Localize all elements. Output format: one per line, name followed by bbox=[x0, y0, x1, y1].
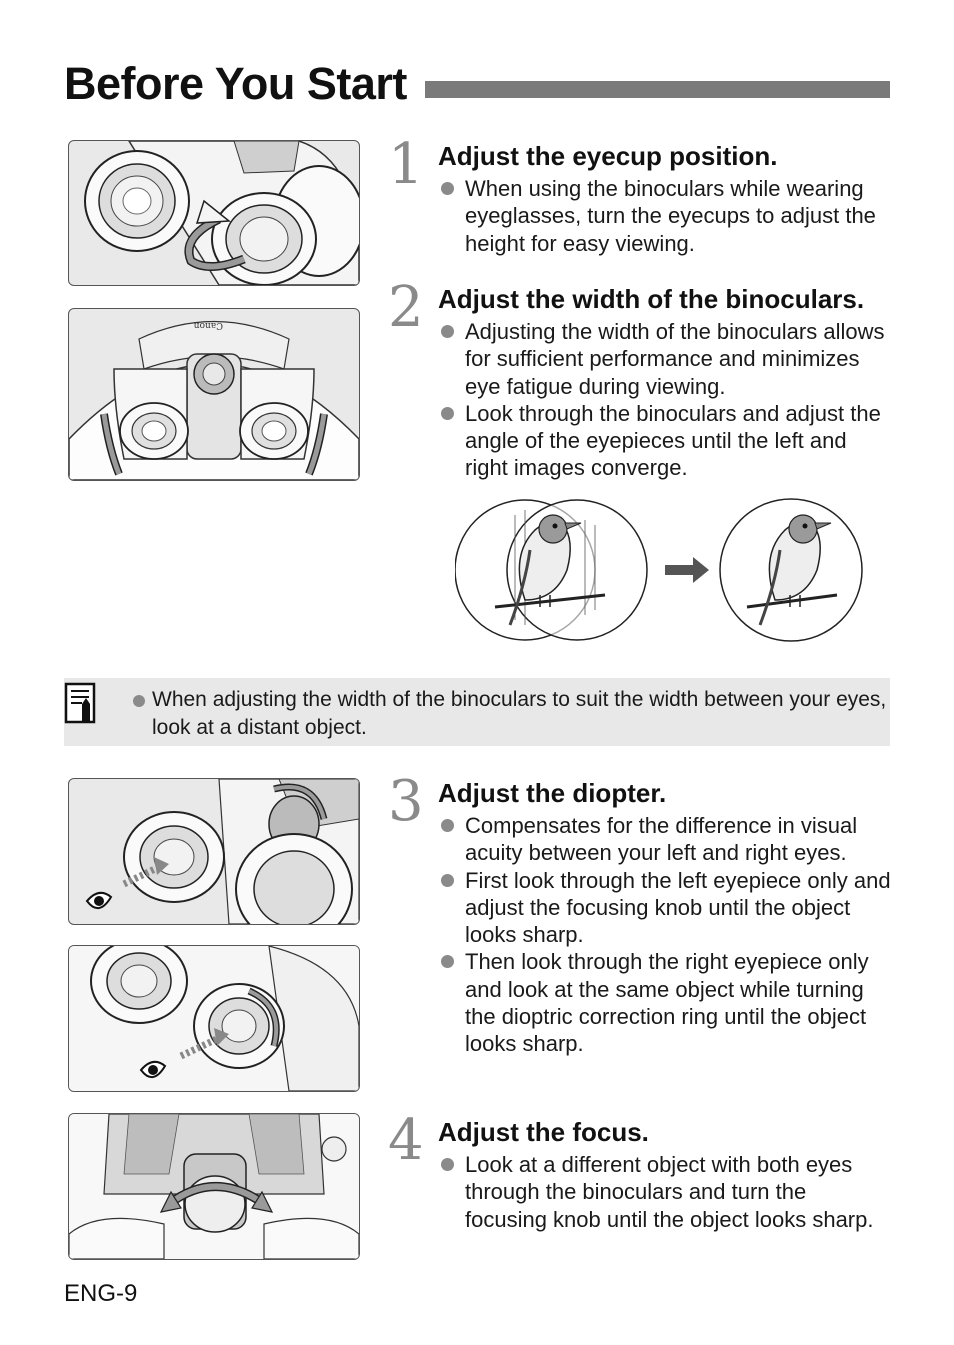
converged-bird bbox=[720, 499, 862, 641]
step-number: 2 bbox=[388, 275, 424, 340]
step-3 bbox=[388, 769, 898, 1068]
step-bullets bbox=[438, 175, 893, 257]
diopter-right-drawing bbox=[69, 946, 359, 1091]
note-text: When adjusting the width of the binoculars to suit the width between your eyes, look at a distant object. bbox=[152, 688, 887, 739]
memo-icon bbox=[64, 682, 98, 726]
right-arrow-icon bbox=[665, 557, 709, 583]
step-heading: Adjust the diopter. bbox=[438, 778, 667, 808]
bullet-item: Then look through the right eyepiece only and look at the same object while turning the dioptric correction ring until the object looks sharp. bbox=[438, 948, 893, 1057]
step-bullets bbox=[438, 812, 893, 1058]
bullet-icon bbox=[441, 182, 454, 195]
note-box bbox=[64, 678, 890, 746]
step-number: 1 bbox=[388, 132, 424, 197]
width-illustration bbox=[68, 308, 360, 481]
step-heading: Adjust the focus. bbox=[438, 1117, 649, 1147]
step-number: 3 bbox=[388, 769, 424, 834]
page-title: Before You Start bbox=[64, 58, 407, 109]
bullet-icon bbox=[441, 325, 454, 338]
double-image-bird bbox=[455, 500, 647, 640]
step-number: 4 bbox=[388, 1108, 424, 1173]
diopter-left-illustration bbox=[68, 778, 360, 925]
step-2 bbox=[388, 275, 898, 494]
bullet-icon bbox=[441, 955, 454, 968]
step-heading: Adjust the width of the binoculars. bbox=[438, 284, 865, 314]
step-heading: Adjust the eyecup position. bbox=[438, 141, 778, 171]
title-rule bbox=[425, 81, 890, 98]
bullet-item: When using the binoculars while wearing eyeglasses, turn the eyecups to adjust the height for easy viewing. bbox=[438, 175, 893, 257]
step-4 bbox=[388, 1108, 898, 1247]
bullet-icon bbox=[133, 695, 145, 707]
focus-drawing bbox=[69, 1114, 359, 1259]
step-bullets bbox=[438, 318, 893, 482]
image-convergence-diagram bbox=[455, 495, 867, 647]
page-number: ENG-9 bbox=[64, 1280, 138, 1307]
eyecup-illustration bbox=[68, 140, 360, 286]
brand-engraving: Canon bbox=[193, 320, 223, 330]
bullet-icon bbox=[441, 407, 454, 420]
bullet-item: First look through the left eyepiece only and adjust the focusing knob until the object looks sharp. bbox=[438, 867, 893, 949]
step-bullets bbox=[438, 1151, 893, 1233]
diopter-left-drawing bbox=[69, 779, 359, 924]
eyecup-drawing bbox=[69, 141, 359, 285]
bullet-icon bbox=[441, 819, 454, 832]
focus-illustration bbox=[68, 1113, 360, 1260]
bullet-item: Look at a different object with both eyes through the binoculars and turn the focusing knob until the object looks sharp. bbox=[438, 1151, 893, 1233]
bullet-item: Look through the binoculars and adjust the angle of the eyepieces until the left and right images converge. bbox=[438, 400, 893, 482]
bullet-icon bbox=[441, 874, 454, 887]
diopter-right-illustration bbox=[68, 945, 360, 1092]
step-1 bbox=[388, 132, 898, 271]
bullet-item: Compensates for the difference in visual acuity between your left and right eyes. bbox=[438, 812, 893, 867]
width-drawing bbox=[69, 309, 359, 480]
bullet-icon bbox=[441, 1158, 454, 1171]
bullet-item: Adjusting the width of the binoculars allows for sufficient performance and minimizes eye fatigue during viewing. bbox=[438, 318, 893, 400]
